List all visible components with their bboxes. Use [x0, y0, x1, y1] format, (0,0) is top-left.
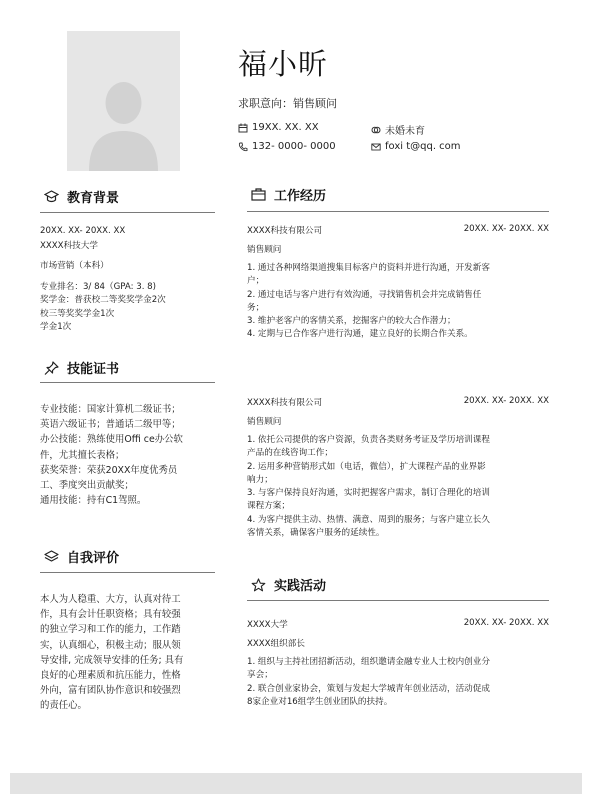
email-address: foxi t@qq. com [385, 141, 461, 152]
education-details: 专业排名：3/ 84（GPA: 3. 8) 奖学金：普获校二等奖奖学金2次 校三等奖奖学金1次 学金1次 [40, 282, 166, 332]
job-duties: 1. 通过各种网络渠道搜集目标客户的资料并进行沟通，开发新客 户； 2. 通过电话与客户进行有效沟通，寻找销售机会并完成销售任 务； 3. 维护老客户的客情关系，挖掘客户的较大合作潜力； 4. 定期与已合作客户进行沟通，建立良好的长期合作关系。 [247, 263, 490, 340]
job-entry [247, 396, 549, 561]
marital-info [371, 122, 425, 137]
birth-info [238, 122, 319, 133]
practice-divider [247, 600, 549, 601]
self-eval-text: 本人为人稳重、大方，认真对待工 作，具有会计任职资格；具有较强 的独立学习和工作的能力，工作踏 实，认真细心，积极主动；服从领 导安排, 完成领导安排的任务; 具有 良好的心理素质和抗压能力，性格 外向，富有团队协作意识和较强烈 的责任心。 [40, 594, 184, 712]
practice-duties: 1. 组织与主持社团招新活动，组织邀请金融专业人士校内创业分 享会； 2. 联合创业家协会，策划与发起大学城青年创业活动，活动促成 8家企业对16组学生创业团队的扶持。 [247, 657, 490, 707]
job-duties: 1. 依托公司提供的客户资源，负责各类财务考证及学历培训课程 产品的在线咨询工作； 2. 运用多种营销形式如（电话，微信），扩大课程产品的业界影 响力； 3. 与客户保持良好沟通，实时把握客户需求，制订合理化的培训 课程方案； 4. 为客户提供主动、热情、满意、周到的服务；与客户建立长久 客情关系，确保客户服务的延续性。 [247, 435, 490, 539]
job-entry [247, 224, 549, 354]
job-role: 销售顾问 [247, 417, 282, 427]
calendar-icon [238, 123, 248, 133]
work-heading: 工作经历 [251, 185, 326, 204]
marital-status: 未婚未育 [385, 126, 425, 137]
organization-name: XXXX大学 [247, 620, 288, 630]
practice-heading: 实践活动 [251, 575, 326, 594]
envelope-icon [371, 142, 381, 152]
birth-date: 19XX. XX. XX [252, 122, 319, 133]
candidate-name: 福小昕 [238, 47, 329, 81]
company-name: XXXX科技有限公司 [247, 398, 323, 408]
job-date: 20XX. XX- 20XX. XX [463, 396, 549, 406]
layers-icon [44, 550, 59, 564]
practice-entry [247, 618, 549, 728]
job-role: 销售顾问 [247, 245, 282, 255]
profile-photo [67, 31, 180, 171]
footer-band [10, 773, 582, 794]
skills-divider [40, 382, 215, 383]
phone-number: 132- 0000- 0000 [252, 141, 336, 152]
phone-info [238, 141, 336, 152]
briefcase-icon [251, 188, 266, 201]
phone-icon [238, 142, 248, 152]
self-eval-divider [40, 572, 215, 573]
education-basic: 20XX. XX- 20XX. XX XXXX科技大学 市场营销（本科） [40, 226, 126, 271]
self-eval-heading: 自我评价 [44, 547, 119, 566]
work-divider [247, 211, 549, 212]
star-icon [251, 578, 266, 592]
skills-heading: 技能证书 [44, 358, 119, 377]
job-date: 20XX. XX- 20XX. XX [463, 224, 549, 234]
email-info [371, 141, 461, 152]
graduation-cap-icon [44, 190, 59, 203]
avatar-placeholder-icon [67, 31, 180, 171]
company-name: XXXX科技有限公司 [247, 226, 323, 236]
practice-role: XXXX组织部长 [247, 639, 305, 649]
education-divider [40, 212, 215, 213]
rings-icon [371, 125, 381, 135]
education-heading: 教育背景 [44, 187, 119, 206]
skills-list: 专业技能：国家计算机二级证书； 英语六级证书；普通话二级甲等； 办公技能：熟练使用Offi ce办公软 件，尤其擅长表格； 获奖荣誉：荣获20XX年度优秀员 工、季度突出贡献奖； 通用技能：持有C1驾照。 [40, 404, 183, 507]
practice-date: 20XX. XX- 20XX. XX [463, 618, 549, 628]
pushpin-icon [44, 361, 59, 375]
job-intent: 求职意向：销售顾问 [238, 97, 337, 110]
